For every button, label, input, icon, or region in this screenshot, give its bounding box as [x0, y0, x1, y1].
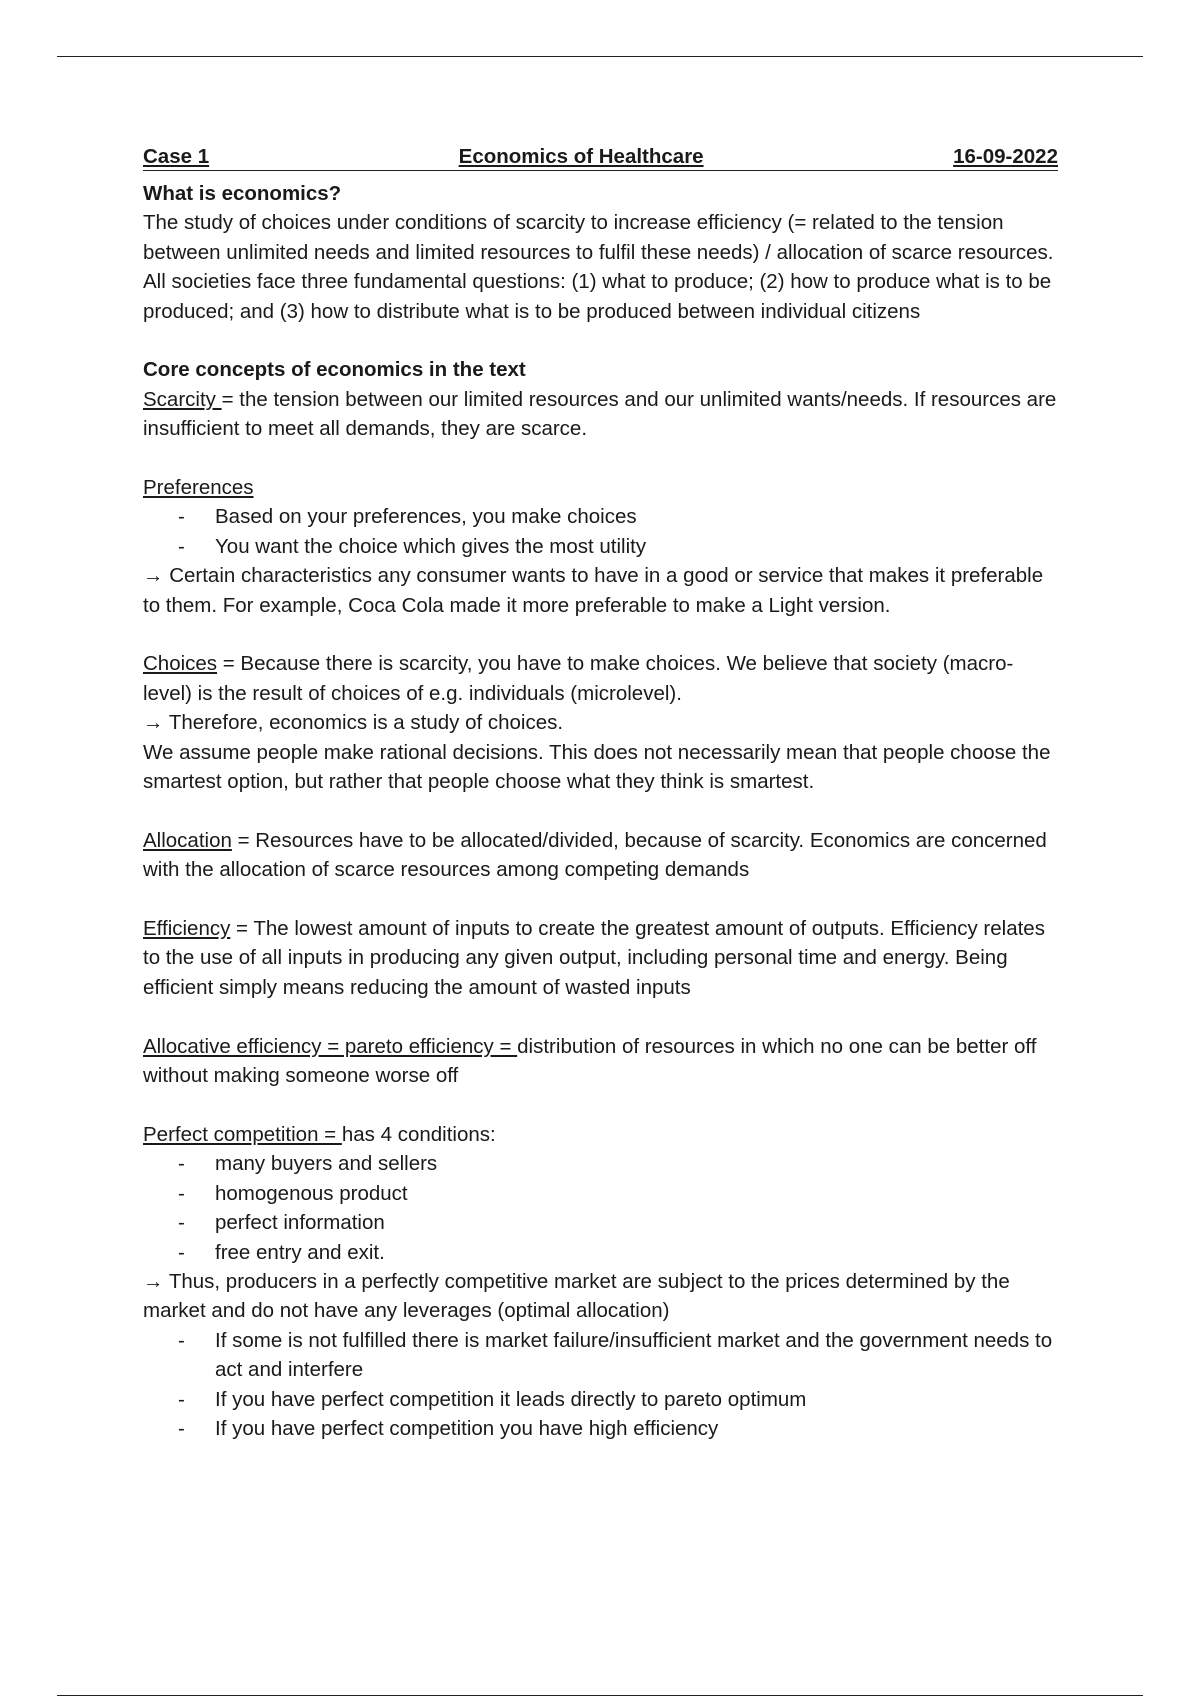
list-item: - If you have perfect competition you have high efficiency	[215, 1414, 1058, 1443]
document-title: Economics of Healthcare	[458, 145, 704, 168]
perfect-text: has 4 conditions:	[341, 1122, 496, 1146]
allocative-paragraph	[143, 1032, 1058, 1091]
document-page	[143, 144, 1058, 1443]
list-item: - If you have perfect competition it leads directly to pareto optimum	[215, 1385, 1058, 1414]
what-is-heading: What is economics?	[143, 182, 342, 205]
efficiency-paragraph	[143, 914, 1058, 1002]
list-item: - You want the choice which gives the most utility	[215, 532, 1058, 561]
choices-note: → Therefore, economics is a study of choices.	[143, 711, 564, 735]
allocation-text: = Resources have to be allocated/divided, because of scarcity. Economics are concerned with the allocation of scarce resources among competing demands	[143, 828, 1047, 882]
perfect-term: Perfect competition =	[143, 1122, 342, 1146]
perfect-note: → Thus, producers in a perfectly competitive market are subject to the prices determined by the market and do not have any leverages (optimal allocation)	[143, 1269, 1010, 1323]
document-date: 16-09-2022	[953, 145, 1058, 168]
allocative-term: Allocative efficiency = pareto efficiency =	[143, 1034, 518, 1058]
bottom-rule	[57, 1695, 1143, 1696]
efficiency-text: = The lowest amount of inputs to create the greatest amount of outputs. Efficiency relates to the use of all inputs in producing any given output, including personal time and energy. Being efficient simply means reducing the amount of wasted inputs	[143, 917, 1045, 999]
scarcity-text: = the tension between our limited resources and our unlimited wants/needs. If resources are insufficient to meet all demands, they are scarce.	[143, 387, 1057, 441]
list-item: - free entry and exit.	[215, 1238, 1058, 1267]
allocation-paragraph	[143, 826, 1058, 885]
preferences-note: → Certain characteristics any consumer wants to have in a good or service that makes it preferable to them. For example, Coca Cola made it more preferable to make a Light version.	[143, 564, 1044, 617]
choices-term: Choices	[143, 652, 218, 676]
case-label: Case 1	[143, 145, 210, 168]
list-item: - If some is not fulfilled there is market failure/insufficient market and the government needs to act and interfere	[215, 1326, 1058, 1385]
efficiency-term: Efficiency	[143, 917, 231, 941]
choices-text: = Because there is scarcity, you have to make choices. We believe that society (macro-level) is the result of choices of e.g. individuals (microlevel).	[143, 652, 1014, 705]
preferences-list	[143, 502, 1058, 561]
list-item: - homogenous product	[215, 1179, 1058, 1208]
what-is-text: The study of choices under conditions of scarcity to increase efficiency (= related to the tension between unlimited needs and limited resources to fulfil these needs) / allocation of scarce resources. All societies face three fundamental questions: (1) what to produce; (2) how to produce what is to be produced; and (3) how to distribute what is to be produced between individual citizens	[143, 211, 1054, 323]
top-rule	[57, 56, 1143, 57]
scarcity-term: Scarcity	[143, 387, 222, 411]
choices-extra: We assume people make rational decisions. This does not necessarily mean that people choose the smartest option, but rather that people choose what they think is smartest.	[143, 740, 1051, 794]
perfect-consequences-list	[143, 1326, 1058, 1444]
allocation-term: Allocation	[143, 828, 232, 852]
preferences-term: Preferences	[143, 476, 254, 500]
list-item: - many buyers and sellers	[215, 1149, 1058, 1178]
list-item: - perfect information	[215, 1208, 1058, 1237]
document-header	[143, 144, 1058, 171]
perfect-conditions-list	[143, 1149, 1058, 1267]
core-heading: Core concepts of economics in the text	[143, 358, 526, 382]
scarcity-paragraph	[143, 385, 1058, 444]
perfect-paragraph	[143, 1120, 1058, 1149]
list-item: - Based on your preferences, you make choices	[215, 502, 1058, 531]
allocative-text: distribution of resources in which no one can be better off without making someone worse off	[143, 1034, 1037, 1088]
choices-paragraph	[143, 649, 1058, 708]
